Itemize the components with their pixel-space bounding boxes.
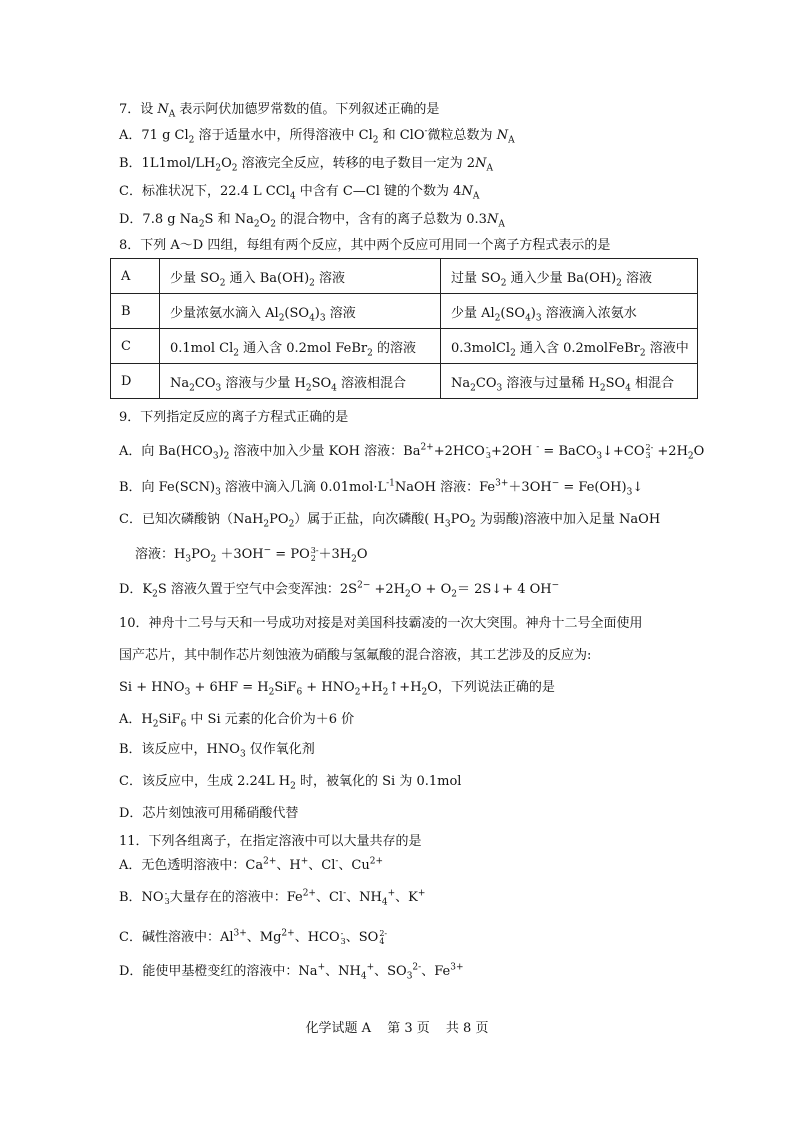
row-left: 0.1mol $Cl_2$ 通入含 0.2mol FeBr$_2$ 的溶液: [160, 329, 441, 364]
table-row: [111, 294, 698, 329]
page-footer: [0, 1017, 794, 1036]
q9-stem: 9．下列指定反应的离子方程式正确的是: [119, 410, 349, 425]
q10-line1: 10．神舟十二号与天和一号成功对接是对美国科技霸凌的一次大突围。神舟十二号全面使用: [119, 616, 643, 631]
q10-option-c: C．该反应中，生成 2.24L $H_2$ 时，被氧化的 Si 为 0.1mol: [119, 774, 462, 792]
q7-option-c: C．标准状况下，22.4 L CCl$_4$ 中含有 C—Cl 键的个数为 $4N_A$: [119, 184, 480, 202]
q10-line2: 国产芯片，其中制作芯片刻蚀液为硝酸与氢氟酸的混合溶液，其工艺涉及的反应为:: [119, 648, 592, 663]
q11-stem: 11．下列各组离子，在指定溶液中可以大量共存的是: [119, 834, 422, 849]
q7-option-a: A．71 g $Cl_2$ 溶于适量水中，所得溶液中 $Cl_2$ 和 ClO-微粒总数为 $N_A$: [119, 126, 515, 146]
q9-option-b: B．向 $Fe(SCN)_3$ 溶液中滴入几滴 $0.01mol\cdot L^{-1}NaOH$ 溶液：$Fe^{3+}+3OH^-$ = $Fe(OH)_3↓$: [119, 478, 644, 498]
q8-stem: 8．下列 A～D 四组，每组有两个反应，其中两个反应可用同一个离子方程式表示的是: [119, 238, 611, 253]
table-row: [111, 364, 698, 399]
q9-option-c-line2: 溶液：$H_3PO_2 +3OH^-$ = PO 3- 2 $+3H_2O$: [135, 545, 368, 565]
row-left: 少量 $SO_2$ 通入 $Ba(OH)_2$ 溶液: [160, 259, 441, 294]
table-row: [111, 259, 698, 294]
q9-option-d: D．$K_2S$ 溶液久置于空气中会变浑浊：$2S^{2-} +2H_2O + O_2=$ 2S↓+ 4 OH−: [119, 580, 560, 600]
row-right: 少量 $Al_2(SO_4)_3$ 溶液滴入浓氨水: [441, 294, 698, 329]
q10-line3: $Si + HNO_3 + 6HF = H_2SiF_6$ + $HNO_2+H_2↑+H_2O$，下列说法正确的是: [119, 680, 555, 698]
row-label: D: [111, 364, 160, 399]
q11-option-c: C．碱性溶液中：$Al^{3+}$、$Mg^{2+}$、HCO - 3 、SO 2- 4: [119, 928, 388, 946]
q11-option-a: A．无色透明溶液中：$Ca^{2+}$、H+、Cl-、$Cu^{2+}$: [119, 856, 384, 873]
q8-options-table: [110, 258, 698, 399]
row-label: A: [111, 259, 160, 294]
q7-stem: 7．设 $N_A$ 表示阿伏加德罗常数的值。下列叙述正确的是: [119, 102, 440, 120]
q7-option-d: D．7.8 g $Na_2S$ 和 $Na_2O_2$ 的混合物中，含有的离子总数为 $0.3N_A$: [119, 212, 505, 230]
q7-option-b: B．$1L1mol/LH_2O_2$ 溶液完全反应，转移的电子数目一定为 $2N_A$: [119, 156, 493, 174]
row-label: B: [111, 294, 160, 329]
q11-option-d: D．能使甲基橙变红的溶液中：Na+、$NH_4^+$、$SO_3^{2-}$、$Fe^{3+}$: [119, 962, 464, 982]
table-row: [111, 329, 698, 364]
q10-option-d: D．芯片刻蚀液可用稀硝酸代替: [119, 806, 299, 821]
row-left: 少量浓氨水滴入 $Al_2(SO_4)_3$ 溶液: [160, 294, 441, 329]
footer-total: 共 8 页: [445, 1021, 489, 1036]
row-right: 过量 $SO_2$ 通入少量 $Ba(OH)_2$ 溶液: [441, 259, 698, 294]
row-left: $Na_2CO_3$ 溶液与少量 $H_2SO_4$ 溶液相混合: [160, 364, 441, 399]
q10-option-b: B．该反应中，$HNO_3$ 仅作氧化剂: [119, 742, 315, 760]
q11-option-b: B．NO - 3 大量存在的溶液中：$Fe^{2+}$、Cl-、$NH_4^+$、K+: [119, 888, 426, 908]
row-label: C: [111, 329, 160, 364]
q9-option-a: A．向 $Ba(HCO_3)_2$ 溶液中加入少量 KOH 溶液：$Ba^{2+}+2HCO$ - 3 +2OH - = BaCO$_3$↓+CO 2- 3 $+2H_2O$: [119, 442, 705, 462]
q10-option-a: A．$H_2SiF_6$ 中 Si 元素的化合价为＋6 价: [119, 712, 355, 730]
row-right: 0.3molCl$_2$ 通入含 0.2molFeBr$_2$ 溶液中: [441, 329, 698, 364]
row-right: $Na_2CO_3$ 溶液与过量稀 $H_2SO_4$ 相混合: [441, 364, 698, 399]
q9-option-c-line1: C．已知次磷酸钠$(NaH_2PO_2)$属于正盐，向次磷酸( $H_3PO_2$ 为弱酸)溶液中加入足量 NaOH: [119, 512, 661, 530]
footer-page: 第 3 页: [387, 1021, 430, 1036]
footer-title: 化学试题 A: [305, 1021, 372, 1036]
